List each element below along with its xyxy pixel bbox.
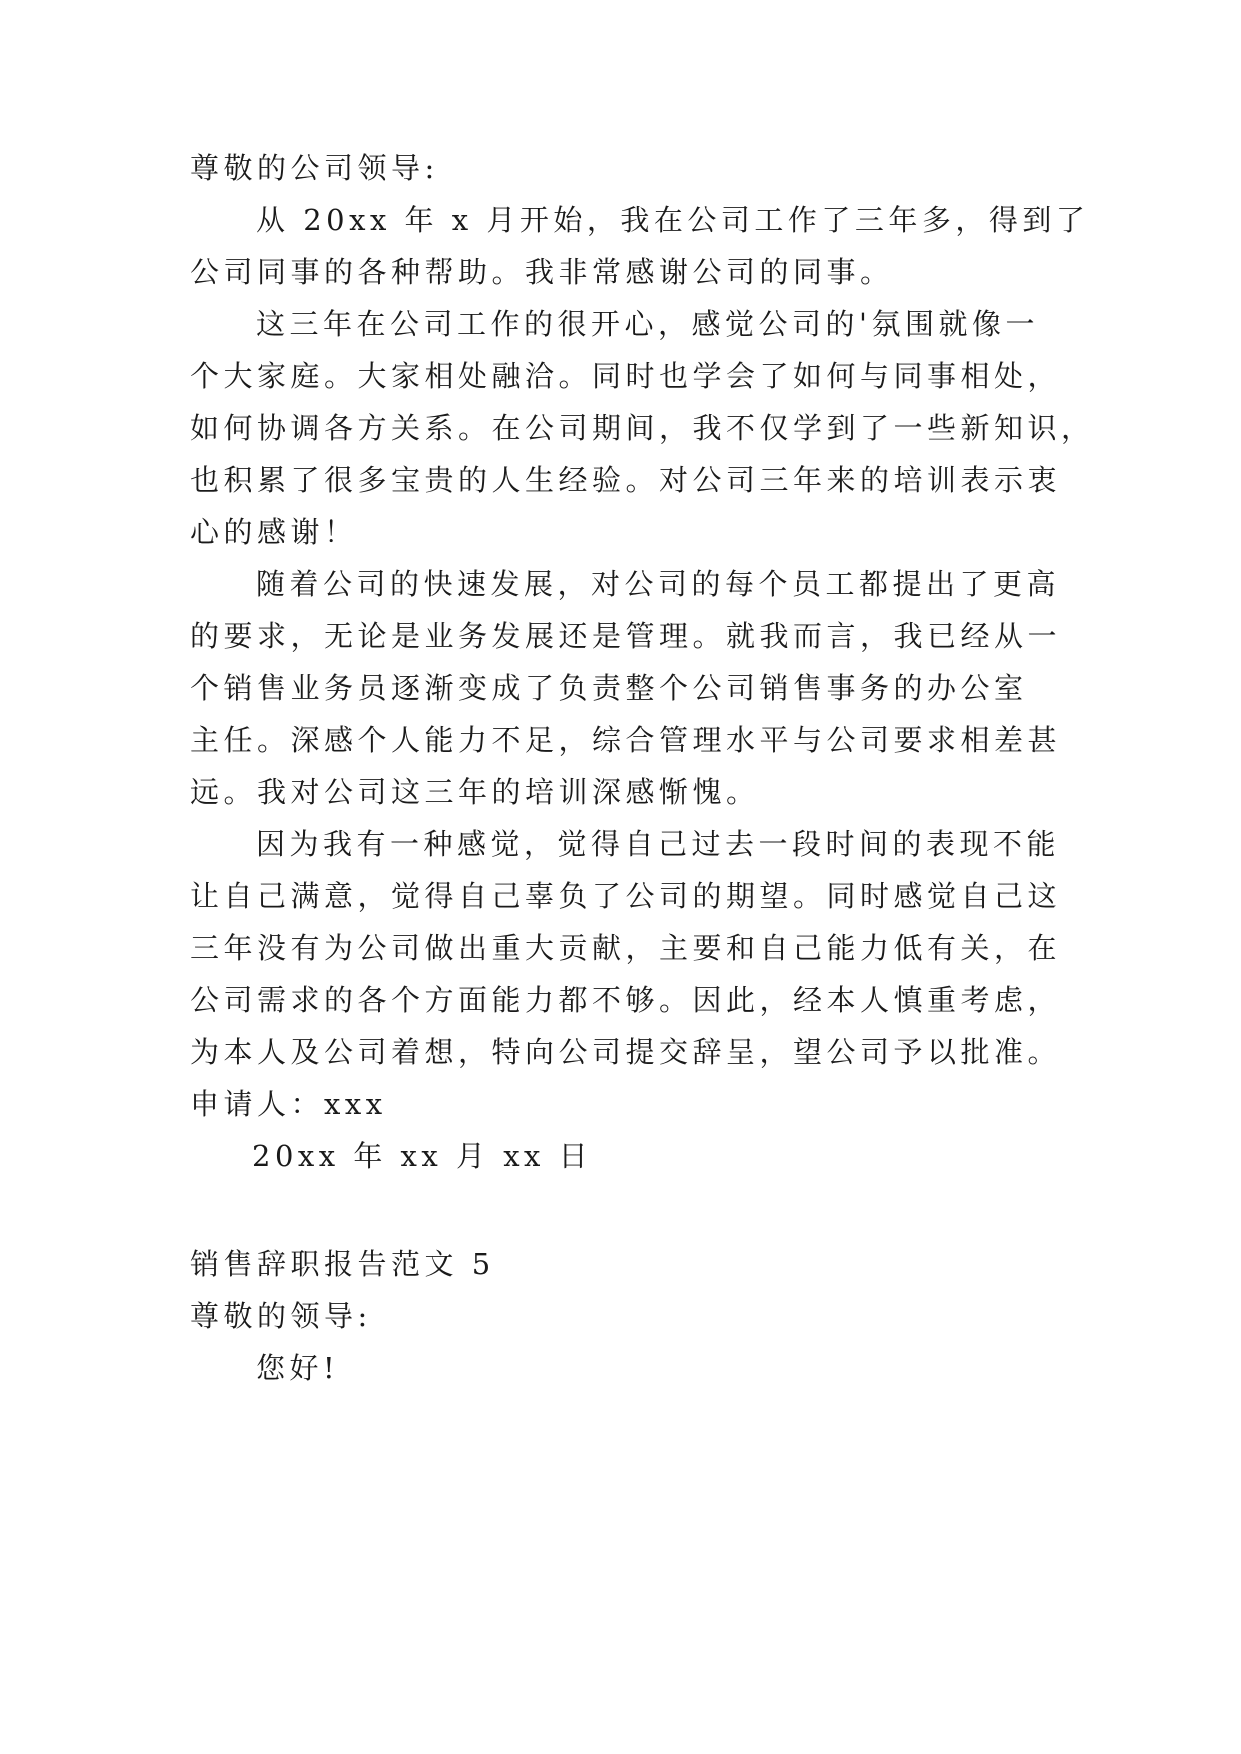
- paragraph-line: 个大家庭。大家相处融洽。同时也学会了如何与同事相处，: [190, 359, 1062, 393]
- paragraph-line: 公司需求的各个方面能力都不够。因此，经本人慎重考虑，: [190, 983, 1062, 1017]
- paragraph-line: 的要求，无论是业务发展还是管理。就我而言，我已经从一: [190, 619, 1062, 653]
- paragraph-line: 心的感谢！: [190, 515, 358, 549]
- paragraph-line: 为本人及公司着想，特向公司提交辞呈，望公司予以批准。: [190, 1035, 1062, 1069]
- paragraph-line: 这三年在公司工作的很开心，感觉公司的'氛围就像一: [256, 307, 1039, 341]
- paragraph-line: 三年没有为公司做出重大贡献，主要和自己能力低有关，在: [190, 931, 1062, 965]
- greeting: 您好!: [256, 1351, 340, 1385]
- paragraph-line: 从 20xx 年 x 月开始，我在公司工作了三年多，得到了: [256, 203, 1090, 237]
- paragraph-line: 随着公司的快速发展，对公司的每个员工都提出了更高: [256, 567, 1061, 601]
- salutation: 尊敬的公司领导:: [190, 151, 439, 185]
- paragraph-line: 也积累了很多宝贵的人生经验。对公司三年来的培训表示衷: [190, 463, 1062, 497]
- applicant-line: 申请人：xxx: [190, 1087, 387, 1121]
- paragraph-line: 因为我有一种感觉，觉得自己过去一段时间的表现不能: [256, 827, 1061, 861]
- paragraph-line: 主任。深感个人能力不足，综合管理水平与公司要求相差甚: [190, 723, 1062, 757]
- paragraph-line: 公司同事的各种帮助。我非常感谢公司的同事。: [190, 255, 894, 289]
- date-line: 20xx 年 xx 月 xx 日: [252, 1139, 593, 1173]
- section-title: 销售辞职报告范文 5: [190, 1247, 495, 1281]
- paragraph-line: 个销售业务员逐渐变成了负责整个公司销售事务的办公室: [190, 671, 1028, 705]
- salutation: 尊敬的领导:: [190, 1299, 372, 1333]
- paragraph-line: 让自己满意，觉得自己辜负了公司的期望。同时感觉自己这: [190, 879, 1062, 913]
- paragraph-line: 如何协调各方关系。在公司期间，我不仅学到了一些新知识，: [190, 411, 1095, 445]
- paragraph-line: 远。我对公司这三年的培训深感惭愧。: [190, 775, 760, 809]
